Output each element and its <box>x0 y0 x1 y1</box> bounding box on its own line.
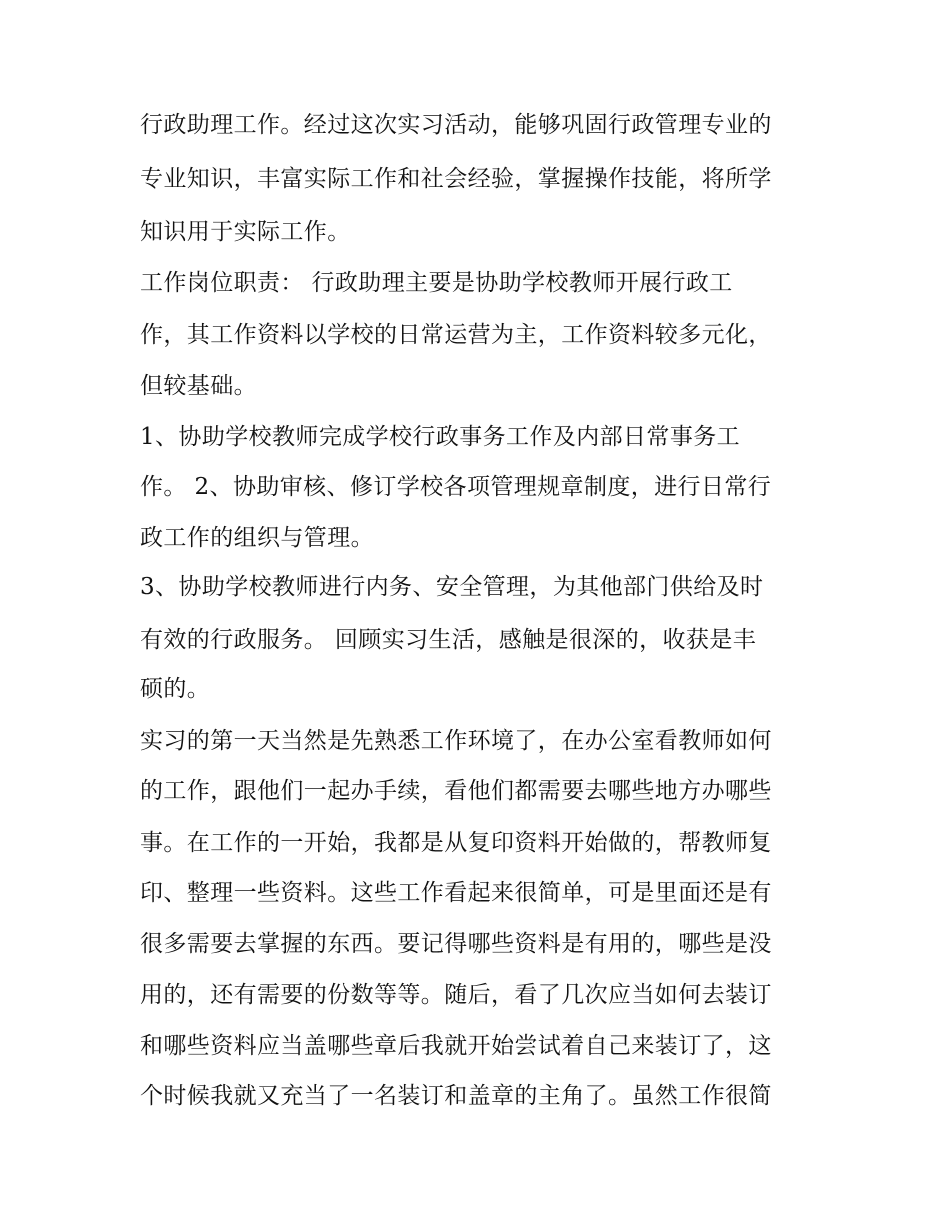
text-line: 实习的第一天当然是先熟悉工作环境了，在办公室看教师如何 <box>140 728 772 754</box>
text-line: 但较基础。 <box>140 373 257 399</box>
text-line: 作，其工作资料以学校的日常运营为主，工作资料较多元化， <box>140 322 772 348</box>
text-line: 工作岗位职责： 行政助理主要是协助学校教师开展行政工 <box>140 270 733 296</box>
text-line: 3、协助学校教师进行内务、安全管理，为其他部门供给及时 <box>140 574 764 600</box>
text-line: 个时候我就又充当了一名装订和盖章的主角了。虽然工作很简 <box>140 1083 772 1109</box>
text-line: 印、整理一些资料。这些工作看起来很简单，可是里面还是有 <box>140 880 772 906</box>
text-line: 的工作，跟他们一起办手续，看他们都需要去哪些地方办哪些 <box>140 778 772 804</box>
text-line: 作。 2、协助审核、修订学校各项管理规章制度，进行日常行 <box>140 474 772 500</box>
text-line: 和哪些资料应当盖哪些章后我就开始尝试着自己来装订了，这 <box>140 1033 772 1059</box>
text-line: 知识用于实际工作。 <box>140 219 351 245</box>
text-line: 政工作的组织与管理。 <box>140 525 374 551</box>
text-line: 硕的。 <box>140 676 211 702</box>
text-line: 事。在工作的一开始，我都是从复印资料开始做的，帮教师复 <box>140 830 772 856</box>
text-line: 行政助理工作。经过这次实习活动，能够巩固行政管理专业的 <box>140 112 772 138</box>
text-line: 很多需要去掌握的东西。要记得哪些资料是有用的，哪些是没 <box>140 931 772 957</box>
text-line: 专业知识，丰富实际工作和社会经验，掌握操作技能，将所学 <box>140 166 772 192</box>
text-line: 1、协助学校教师完成学校行政事务工作及内部日常事务工 <box>140 424 741 450</box>
text-line: 用的，还有需要的份数等等。随后，看了几次应当如何去装订 <box>140 982 772 1008</box>
text-line: 有效的行政服务。 回顾实习生活，感触是很深的，收获是丰 <box>140 627 757 653</box>
